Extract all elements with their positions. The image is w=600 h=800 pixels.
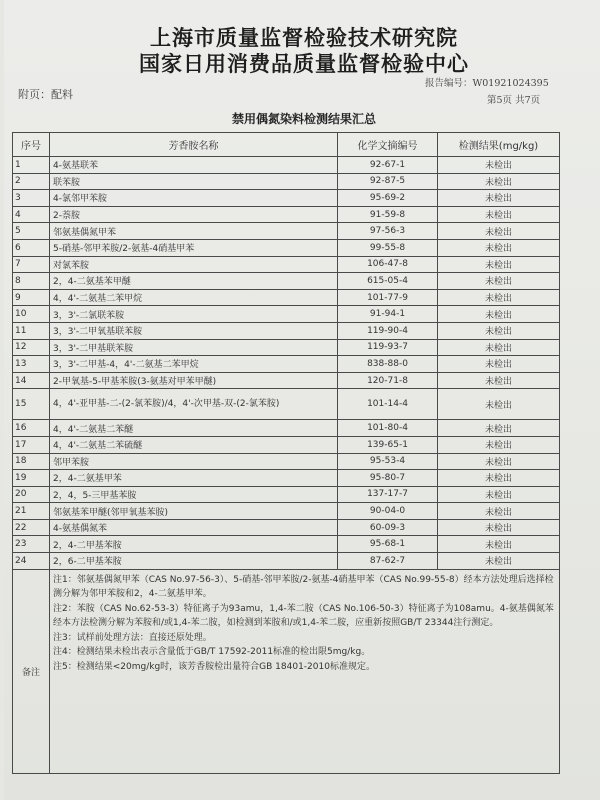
test-result: 未检出 bbox=[438, 420, 560, 437]
test-result: 未检出 bbox=[438, 372, 560, 389]
row-number: 10 bbox=[13, 306, 50, 323]
row-number: 13 bbox=[13, 356, 50, 373]
amine-name: 4-氯邻甲苯胺 bbox=[50, 190, 338, 207]
amine-name: 4-氨基联苯 bbox=[50, 157, 338, 174]
cas-number: 95-69-2 bbox=[338, 190, 438, 207]
cas-number: 60-09-3 bbox=[338, 519, 438, 536]
cas-number: 95-53-4 bbox=[338, 453, 438, 470]
test-result: 未检出 bbox=[438, 519, 560, 536]
remark-note: 注3：试样前处理方法：直接还原处理。 bbox=[53, 632, 212, 643]
table-title: 禁用偶氮染料检测结果汇总 bbox=[231, 112, 376, 126]
institute-name-secondary: 国家日用消费品质量监督检验中心 bbox=[139, 51, 469, 76]
test-result: 未检出 bbox=[438, 553, 560, 570]
amine-name: 2，4-二甲基苯胺 bbox=[50, 536, 338, 553]
test-result: 未检出 bbox=[438, 239, 560, 256]
table-row bbox=[13, 273, 560, 290]
amine-name: 4，4'-二氨基二苯硫醚 bbox=[50, 436, 338, 453]
cas-number: 101-80-4 bbox=[338, 420, 438, 437]
amine-name: 2-萘胺 bbox=[50, 206, 338, 223]
row-number: 1 bbox=[13, 157, 50, 174]
column-header-result: 检测结果(mg/kg) bbox=[438, 133, 560, 157]
row-number: 11 bbox=[13, 322, 50, 339]
row-number: 22 bbox=[13, 519, 50, 536]
table-row bbox=[13, 536, 560, 553]
report-number: 报告编号：W01921024395 bbox=[425, 78, 549, 89]
test-result: 未检出 bbox=[438, 322, 560, 339]
amine-name: 联苯胺 bbox=[50, 173, 338, 190]
test-result: 未检出 bbox=[438, 356, 560, 373]
table-row bbox=[13, 322, 560, 339]
amine-name: 3，3'-二甲基-4，4'-二氨基二苯甲烷 bbox=[50, 356, 338, 373]
amine-name: 4，4'-亚甲基-二-(2-氯苯胺)/4，4'-次甲基-双-(2-氯苯胺) bbox=[50, 389, 338, 420]
row-number: 7 bbox=[13, 256, 50, 273]
cas-number: 101-14-4 bbox=[338, 389, 438, 420]
document-page bbox=[4, 0, 600, 800]
cas-number: 92-67-1 bbox=[338, 157, 438, 174]
test-result: 未检出 bbox=[438, 389, 560, 420]
table-row bbox=[13, 157, 560, 174]
remarks-row bbox=[13, 569, 560, 773]
table-row bbox=[13, 173, 560, 190]
table-row bbox=[13, 239, 560, 256]
amine-name: 对氯苯胺 bbox=[50, 256, 338, 273]
row-number: 20 bbox=[13, 486, 50, 503]
cas-number: 90-04-0 bbox=[338, 503, 438, 520]
table-row bbox=[13, 306, 560, 323]
test-result: 未检出 bbox=[438, 470, 560, 487]
table-row bbox=[13, 389, 560, 420]
cas-number: 95-68-1 bbox=[338, 536, 438, 553]
test-result: 未检出 bbox=[438, 223, 560, 240]
cas-number: 99-55-8 bbox=[338, 239, 438, 256]
cas-number: 139-65-1 bbox=[338, 436, 438, 453]
cas-number: 119-90-4 bbox=[338, 322, 438, 339]
cas-number: 87-62-7 bbox=[338, 553, 438, 570]
table-row bbox=[13, 486, 560, 503]
remark-note: 注2：苯胺（CAS No.62-53-3）特征离子为93amu，1,4-苯二胺（CAS No.106-50-3）特征离子为108amu。4-氨基偶氮苯经本方法检测分解为苯胺和/或1,4-苯二胺，如检测到苯胺和/或1,4-苯二胺，应重新按照GB/T 23344注行测定。 bbox=[53, 603, 554, 629]
row-number: 19 bbox=[13, 470, 50, 487]
remark-note: 注1：邻氨基偶氮甲苯（CAS No.97-56-3）、5-硝基-邻甲苯胺/2-氨基-4硝基甲苯（CAS No.99-55-8）经本方法处理后选择检测分解为邻甲苯胺和2，4-二氨基甲苯。 bbox=[53, 574, 554, 600]
row-number: 5 bbox=[13, 223, 50, 240]
row-number: 8 bbox=[13, 273, 50, 290]
cas-number: 119-93-7 bbox=[338, 339, 438, 356]
amine-name: 3，3'-二甲基联苯胺 bbox=[50, 339, 338, 356]
cas-number: 615-05-4 bbox=[338, 273, 438, 290]
cas-number: 120-71-8 bbox=[338, 372, 438, 389]
table-row bbox=[13, 256, 560, 273]
remarks-notes bbox=[50, 569, 560, 773]
test-result: 未检出 bbox=[438, 157, 560, 174]
test-result: 未检出 bbox=[438, 339, 560, 356]
cas-number: 838-88-0 bbox=[338, 356, 438, 373]
column-header-cas: 化学文摘编号 bbox=[338, 133, 438, 157]
test-result: 未检出 bbox=[438, 273, 560, 290]
test-result: 未检出 bbox=[438, 256, 560, 273]
test-result: 未检出 bbox=[438, 436, 560, 453]
row-number: 24 bbox=[13, 553, 50, 570]
row-number: 23 bbox=[13, 536, 50, 553]
amine-name: 2-甲氧基-5-甲基苯胺(3-氨基对甲苯甲醚) bbox=[50, 372, 338, 389]
table-row bbox=[13, 190, 560, 207]
amine-name: 2，4-二氨基甲苯 bbox=[50, 470, 338, 487]
test-result: 未检出 bbox=[438, 453, 560, 470]
cas-number: 106-47-8 bbox=[338, 256, 438, 273]
amine-name: 4，4'-二氨基二苯醚 bbox=[50, 420, 338, 437]
amine-name: 3，3'-二甲氧基联苯胺 bbox=[50, 322, 338, 339]
row-number: 9 bbox=[13, 289, 50, 306]
cas-number: 95-80-7 bbox=[338, 470, 438, 487]
row-number: 21 bbox=[13, 503, 50, 520]
table-row bbox=[13, 372, 560, 389]
test-result: 未检出 bbox=[438, 486, 560, 503]
amine-name: 4-氨基偶氮苯 bbox=[50, 519, 338, 536]
remarks-label: 备注 bbox=[13, 569, 50, 773]
remark-note: 注4：检测结果未检出表示含量低于GB/T 17592-2011标准的检出限5mg/kg。 bbox=[53, 647, 371, 658]
table-row bbox=[13, 339, 560, 356]
institute-name-primary: 上海市质量监督检验技术研究院 bbox=[150, 25, 458, 50]
amine-name: 4，4'-二氨基二苯甲烷 bbox=[50, 289, 338, 306]
row-number: 6 bbox=[13, 239, 50, 256]
cas-number: 97-56-3 bbox=[338, 223, 438, 240]
row-number: 17 bbox=[13, 436, 50, 453]
row-number: 3 bbox=[13, 190, 50, 207]
amine-name: 3，3'-二氯联苯胺 bbox=[50, 306, 338, 323]
cas-number: 91-94-1 bbox=[338, 306, 438, 323]
amine-name: 5-硝基-邻甲苯胺/2-氨基-4硝基甲苯 bbox=[50, 239, 338, 256]
table-header-row bbox=[13, 133, 560, 157]
cas-number: 91-59-8 bbox=[338, 206, 438, 223]
test-result: 未检出 bbox=[438, 289, 560, 306]
test-result: 未检出 bbox=[438, 173, 560, 190]
test-result: 未检出 bbox=[438, 206, 560, 223]
table-row bbox=[13, 289, 560, 306]
row-number: 18 bbox=[13, 453, 50, 470]
table-row bbox=[13, 420, 560, 437]
row-number: 12 bbox=[13, 339, 50, 356]
cas-number: 101-77-9 bbox=[338, 289, 438, 306]
table-row bbox=[13, 503, 560, 520]
amine-name: 邻氨基偶氮甲苯 bbox=[50, 223, 338, 240]
cas-number: 92-87-5 bbox=[338, 173, 438, 190]
row-number: 14 bbox=[13, 372, 50, 389]
column-header-no: 序号 bbox=[13, 133, 50, 157]
results-table bbox=[12, 132, 560, 774]
test-result: 未检出 bbox=[438, 190, 560, 207]
row-number: 15 bbox=[13, 389, 50, 420]
table-row bbox=[13, 453, 560, 470]
table-row bbox=[13, 436, 560, 453]
amine-name: 2，6-二甲基苯胺 bbox=[50, 553, 338, 570]
cas-number: 137-17-7 bbox=[338, 486, 438, 503]
amine-name: 邻氨基苯甲醚(邻甲氧基苯胺) bbox=[50, 503, 338, 520]
test-result: 未检出 bbox=[438, 503, 560, 520]
table-row bbox=[13, 519, 560, 536]
test-result: 未检出 bbox=[438, 536, 560, 553]
sample-label: 附页：配料 bbox=[18, 88, 73, 101]
amine-name: 2，4，5-三甲基苯胺 bbox=[50, 486, 338, 503]
amine-name: 邻甲苯胺 bbox=[50, 453, 338, 470]
table-row bbox=[13, 356, 560, 373]
remark-note: 注5：检测结果<20mg/kg时，该芳香胺检出量符合GB 18401-2010标准规定。 bbox=[53, 661, 375, 672]
column-header-name: 芳香胺名称 bbox=[50, 133, 338, 157]
row-number: 2 bbox=[13, 173, 50, 190]
table-row bbox=[13, 223, 560, 240]
row-number: 4 bbox=[13, 206, 50, 223]
table-row bbox=[13, 470, 560, 487]
table-row bbox=[13, 553, 560, 570]
row-number: 16 bbox=[13, 420, 50, 437]
page-number: 第5页 共7页 bbox=[487, 95, 541, 106]
test-result: 未检出 bbox=[438, 306, 560, 323]
table-row bbox=[13, 206, 560, 223]
amine-name: 2，4-二氨基苯甲醚 bbox=[50, 273, 338, 290]
